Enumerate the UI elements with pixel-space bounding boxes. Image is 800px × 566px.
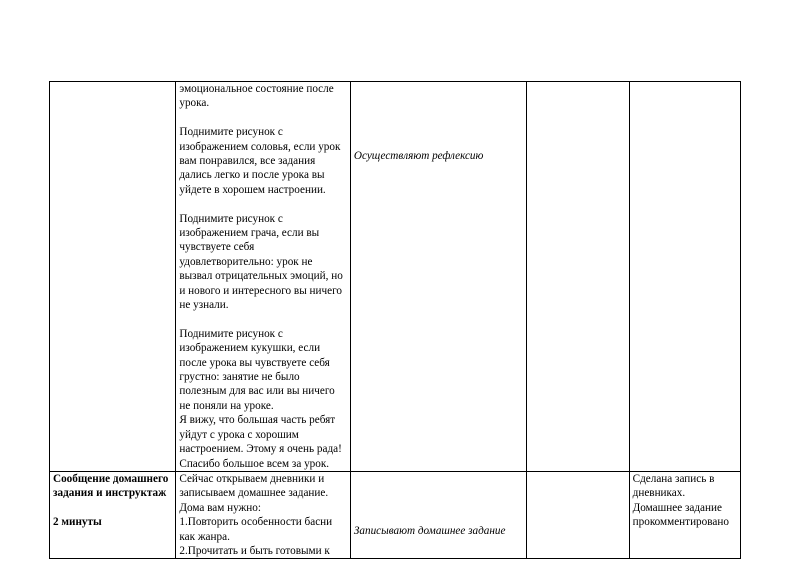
teacher-paragraph: Поднимите рисунок с изображением грача, если вы чувствуете себя удовлетворительно: урок не вызвал отрицательных эмоций, но и нового и интересного вы ничего не узнали. — [179, 212, 343, 312]
student-activity-cell — [350, 471, 527, 558]
teacher-paragraph: Я вижу, что большая часть ребят уйдут с урока с хорошим настроением. Этому я очень рада! Спасибо большое всем за урок. — [179, 414, 342, 470]
student-activity-cell — [350, 82, 527, 472]
teacher-text: Сейчас открываем дневники и записываем домашнее задание. Дома вам нужно: — [179, 472, 329, 514]
homework-item: 2.Прочитать и быть готовыми к — [179, 544, 330, 557]
result-cell — [629, 471, 740, 558]
empty-cell — [527, 82, 629, 472]
stage-cell — [50, 82, 176, 472]
teacher-activity-cell — [176, 471, 351, 558]
teacher-paragraph: Поднимите рисунок с изображением кукушки, если после урока вы чувствуете себя грустно: занятие не было полезным для вас или вы ничего не поняли на уроке. — [179, 327, 335, 412]
stage-title: Сообщение домашнего задания и инструктаж — [53, 472, 169, 500]
table-row-homework — [50, 471, 741, 558]
table-row-reflection — [50, 82, 741, 472]
empty-cell — [527, 471, 629, 558]
lesson-plan-table — [49, 81, 741, 559]
result-text: Сделана запись в дневниках. Домашнее задание прокомментировано — [632, 472, 729, 529]
student-activity-text: Осуществляют рефлексию — [353, 150, 484, 162]
teacher-paragraph: Поднимите рисунок с изображением соловья, если урок вам понравился, все задания дались легко и после урока вы уйдете в хорошем настроении. — [179, 126, 341, 196]
teacher-activity-cell — [176, 82, 351, 472]
student-activity-text: Записывают домашнее задание — [353, 524, 506, 537]
stage-cell — [50, 471, 176, 558]
stage-time: 2 минуты — [53, 515, 102, 528]
teacher-paragraph: эмоциональное состояние после урока. — [179, 83, 334, 110]
result-cell — [629, 82, 740, 472]
homework-item: 1.Повторить особенности басни как жанра. — [179, 516, 333, 543]
